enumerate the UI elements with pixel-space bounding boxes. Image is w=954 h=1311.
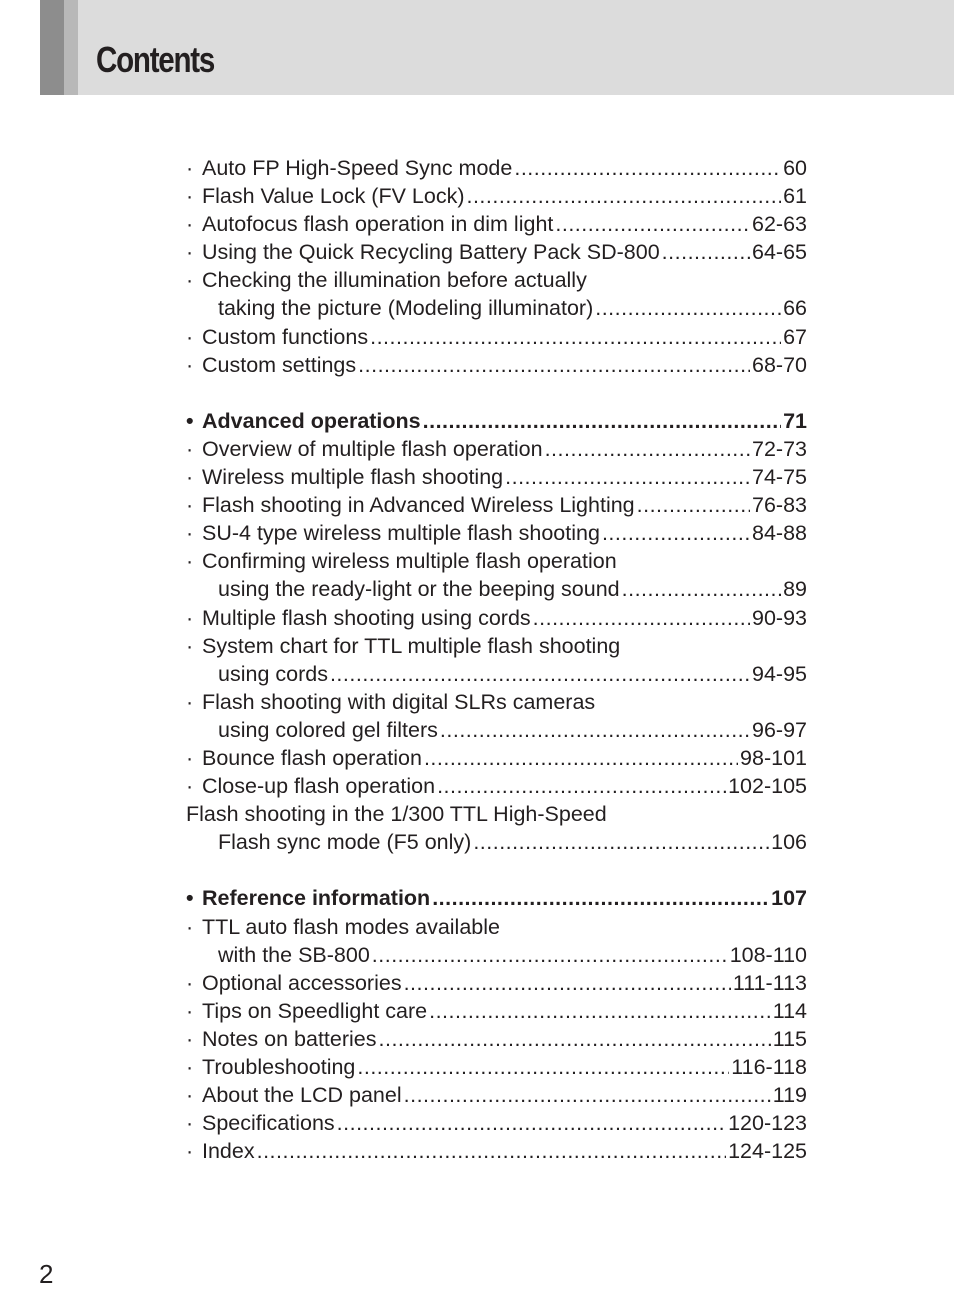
toc-entry-line [186, 463, 807, 491]
entry-bullet-icon: · [186, 914, 194, 939]
toc-entry-label: Optional accessories [202, 970, 402, 995]
toc-entry-label: Confirming wireless multiple flash operation [202, 549, 617, 574]
toc-entry[interactable] [186, 491, 807, 519]
toc-page-ref: 74-75 [752, 465, 807, 490]
toc-entry[interactable] [186, 238, 807, 266]
toc-entry-label: Custom settings [202, 352, 357, 377]
toc-entry[interactable] [186, 182, 807, 210]
toc-entry-line [186, 800, 807, 828]
dot-leader [545, 435, 750, 463]
toc-entry-line [186, 351, 807, 379]
toc-page-ref: 90-93 [752, 605, 807, 630]
toc-entry-line [186, 238, 807, 266]
toc-page-ref: 124-125 [728, 1139, 807, 1164]
toc-page-ref: 107 [771, 886, 807, 911]
page-number: 2 [39, 1259, 54, 1289]
dot-leader [423, 407, 781, 435]
dot-leader [514, 154, 781, 182]
dot-leader [432, 884, 769, 912]
toc-entry-line [186, 323, 807, 351]
toc-entry-line [186, 1081, 807, 1109]
entry-bullet-icon: · [186, 493, 194, 518]
header-accent-bar-light [64, 0, 78, 95]
toc-entry-label: Autofocus flash operation in dim light [202, 212, 554, 237]
dot-leader [662, 238, 750, 266]
dot-leader [424, 744, 738, 772]
dot-leader [602, 519, 750, 547]
dot-leader [429, 997, 771, 1025]
toc-section-heading[interactable] [186, 407, 807, 435]
dot-leader [358, 351, 750, 379]
toc-entry-line [186, 884, 807, 912]
toc-entry-label: Checking the illumination before actually [202, 268, 587, 293]
toc-section-heading[interactable] [186, 884, 807, 912]
toc-page-ref: 68-70 [752, 352, 807, 377]
toc-entry[interactable] [186, 463, 807, 491]
toc-entry-line [186, 660, 807, 688]
toc-entry-line [186, 913, 807, 941]
toc-page-ref: 120-123 [728, 1111, 807, 1136]
toc-page-ref: 116-118 [731, 1055, 807, 1079]
entry-bullet-icon: · [186, 1083, 194, 1108]
entry-bullet-icon: · [186, 633, 194, 658]
toc-entry-label: Flash shooting in the 1/300 TTL High-Speed [186, 802, 607, 827]
dot-leader [466, 182, 781, 210]
toc-entry-line [186, 1109, 807, 1137]
toc-entry[interactable] [186, 1081, 807, 1109]
toc-entry-line [186, 519, 807, 547]
entry-bullet-icon: · [186, 998, 194, 1023]
toc-entry-label: Close-up flash operation [202, 774, 436, 799]
toc-entry[interactable] [186, 435, 807, 463]
toc-entry-line [186, 491, 807, 519]
toc-entry-line [186, 1137, 807, 1165]
dot-leader [473, 828, 769, 856]
toc-entry-line [186, 1025, 807, 1053]
entry-bullet-icon: · [186, 212, 194, 237]
toc-entry-label: Wireless multiple flash shooting [202, 465, 504, 490]
entry-bullet-icon: · [186, 1026, 194, 1051]
toc-entry-label: Flash sync mode (F5 only) [218, 830, 472, 855]
toc-page-ref: 108-110 [729, 942, 807, 967]
toc-entry-label: Notes on batteries [202, 1026, 377, 1051]
toc-entry-label: Custom functions [202, 324, 369, 349]
dot-leader [404, 1081, 771, 1109]
dot-leader [622, 575, 781, 603]
toc-page-ref: 106 [771, 830, 807, 855]
toc-page-ref: 115 [772, 1026, 807, 1051]
entry-bullet-icon: · [186, 774, 194, 799]
dot-leader [555, 210, 750, 238]
toc-entry-label: with the SB-800 [218, 942, 370, 967]
toc-page-ref: 89 [783, 577, 807, 602]
toc-entry[interactable] [186, 547, 807, 603]
entry-bullet-icon: · [186, 549, 194, 574]
toc-entry-label: Using the Quick Recycling Battery Pack SD-800 [202, 240, 660, 265]
toc-entry[interactable] [186, 1137, 807, 1165]
entry-bullet-icon: · [186, 240, 194, 265]
toc-entry[interactable] [186, 800, 807, 856]
table-of-contents [186, 154, 807, 1165]
toc-entry[interactable] [186, 266, 807, 322]
toc-entry-line [186, 407, 807, 435]
toc-entry[interactable] [186, 519, 807, 547]
entry-bullet-icon: · [186, 352, 194, 377]
toc-entry[interactable] [186, 744, 807, 772]
toc-entry-label: Troubleshooting [202, 1055, 356, 1079]
entry-bullet-icon: · [186, 268, 194, 293]
toc-page-ref: 94-95 [752, 661, 807, 686]
toc-entry-label: SU-4 type wireless multiple flash shooting [202, 521, 600, 546]
toc-entry-line [186, 575, 807, 603]
dot-leader [370, 323, 781, 351]
toc-entry-line [186, 772, 807, 800]
toc-entry[interactable] [186, 323, 807, 351]
page-title: Contents [96, 39, 215, 80]
toc-page-ref: 111-113 [732, 970, 807, 995]
toc-entry-label: Specifications [202, 1111, 335, 1136]
toc-page-ref: 102-105 [728, 774, 807, 799]
toc-page-ref: 114 [772, 998, 807, 1023]
entry-bullet-icon: · [186, 521, 194, 546]
toc-page-ref: 96-97 [752, 717, 807, 742]
toc-page-ref: 67 [783, 324, 807, 349]
toc-page-ref: 76-83 [752, 493, 807, 518]
toc-entry-label: About the LCD panel [202, 1083, 402, 1108]
toc-entry[interactable] [186, 772, 807, 800]
toc-entry-line [186, 716, 807, 744]
toc-entry[interactable] [186, 604, 807, 632]
toc-entry-line [186, 997, 807, 1025]
dot-leader [357, 1053, 729, 1081]
toc-entry-label: Flash Value Lock (FV Lock) [202, 184, 465, 209]
dot-leader [505, 463, 750, 491]
toc-page-ref: 64-65 [752, 240, 807, 265]
entry-bullet-icon: · [186, 605, 194, 630]
toc-page-ref: 84-88 [752, 521, 807, 546]
toc-entry-line [186, 547, 807, 575]
toc-entry-line [186, 294, 807, 322]
toc-entry-line [186, 688, 807, 716]
dot-leader [372, 941, 728, 969]
toc-entry-label: taking the picture (Modeling illuminator) [218, 296, 594, 321]
toc-entry-label: using the ready-light or the beeping sound [218, 577, 620, 602]
dot-leader [379, 1025, 771, 1053]
entry-bullet-icon: · [186, 689, 194, 714]
toc-entry[interactable] [186, 154, 807, 182]
toc-page-ref: 119 [772, 1083, 807, 1108]
toc-entry[interactable] [186, 210, 807, 238]
toc-entry-line [186, 828, 807, 856]
dot-leader [437, 772, 726, 800]
toc-entry-line [186, 941, 807, 969]
dot-leader [595, 294, 781, 322]
toc-page-ref: 61 [783, 184, 807, 209]
dot-leader [440, 716, 750, 744]
toc-entry-label: Flash shooting in Advanced Wireless Lighting [202, 493, 635, 518]
section-gap [186, 856, 807, 884]
section-bullet-icon: • [186, 886, 194, 911]
toc-entry-label: Multiple flash shooting using cords [202, 605, 531, 630]
entry-bullet-icon: · [186, 970, 194, 995]
entry-bullet-icon: · [186, 465, 194, 490]
toc-page-ref: 60 [783, 156, 807, 180]
dot-leader [257, 1137, 726, 1165]
toc-page-ref: 62-63 [752, 212, 807, 237]
toc-entry-line [186, 182, 807, 210]
toc-entry-label: System chart for TTL multiple flash shooting [202, 633, 621, 658]
entry-bullet-icon: · [186, 156, 194, 180]
toc-entry[interactable] [186, 969, 807, 997]
entry-bullet-icon: · [186, 184, 194, 209]
toc-entry[interactable] [186, 351, 807, 379]
toc-entry[interactable] [186, 997, 807, 1025]
toc-entry-label: Reference information [202, 886, 431, 911]
toc-entry-label: using cords [218, 661, 328, 686]
toc-entry-label: Overview of multiple flash operation [202, 436, 543, 461]
toc-page-ref: 66 [783, 296, 807, 321]
dot-leader [637, 491, 750, 519]
toc-entry-line [186, 1053, 807, 1081]
toc-entry-line [186, 210, 807, 238]
toc-entry[interactable] [186, 913, 807, 969]
toc-page-ref: 72-73 [752, 436, 807, 461]
toc-entry-label: using colored gel filters [218, 717, 438, 742]
entry-bullet-icon: · [186, 745, 194, 770]
toc-entry-line [186, 604, 807, 632]
toc-entry[interactable] [186, 1109, 807, 1137]
toc-entry[interactable] [186, 1025, 807, 1053]
entry-bullet-icon: · [186, 324, 194, 349]
toc-entry-label: Advanced operations [202, 408, 421, 433]
entry-bullet-icon: · [186, 436, 194, 461]
toc-entry-label: Tips on Speedlight care [202, 998, 428, 1023]
toc-entry-line [186, 266, 807, 294]
toc-entry-line [186, 435, 807, 463]
toc-entry-label: TTL auto flash modes available [202, 914, 500, 939]
toc-page-ref: 98-101 [740, 745, 807, 770]
section-gap [186, 379, 807, 407]
toc-entry-line [186, 744, 807, 772]
entry-bullet-icon: · [186, 1055, 194, 1079]
header-accent-bar [40, 0, 64, 95]
toc-entry-label: Auto FP High-Speed Sync mode [202, 156, 513, 180]
toc-entry[interactable] [186, 1053, 807, 1081]
dot-leader [337, 1109, 726, 1137]
toc-entry-line [186, 632, 807, 660]
entry-bullet-icon: · [186, 1111, 194, 1136]
toc-entry[interactable] [186, 632, 807, 688]
toc-page-ref: 71 [783, 408, 807, 433]
toc-entry-label: Index [202, 1139, 255, 1164]
toc-entry[interactable] [186, 688, 807, 744]
toc-entry-label: Flash shooting with digital SLRs cameras [202, 689, 596, 714]
dot-leader [330, 660, 750, 688]
dot-leader [533, 604, 750, 632]
toc-entry-label: Bounce flash operation [202, 745, 422, 770]
toc-entry-line [186, 154, 807, 182]
section-bullet-icon: • [186, 408, 194, 433]
toc-entry-line [186, 969, 807, 997]
entry-bullet-icon: · [186, 1139, 194, 1164]
dot-leader [404, 969, 731, 997]
